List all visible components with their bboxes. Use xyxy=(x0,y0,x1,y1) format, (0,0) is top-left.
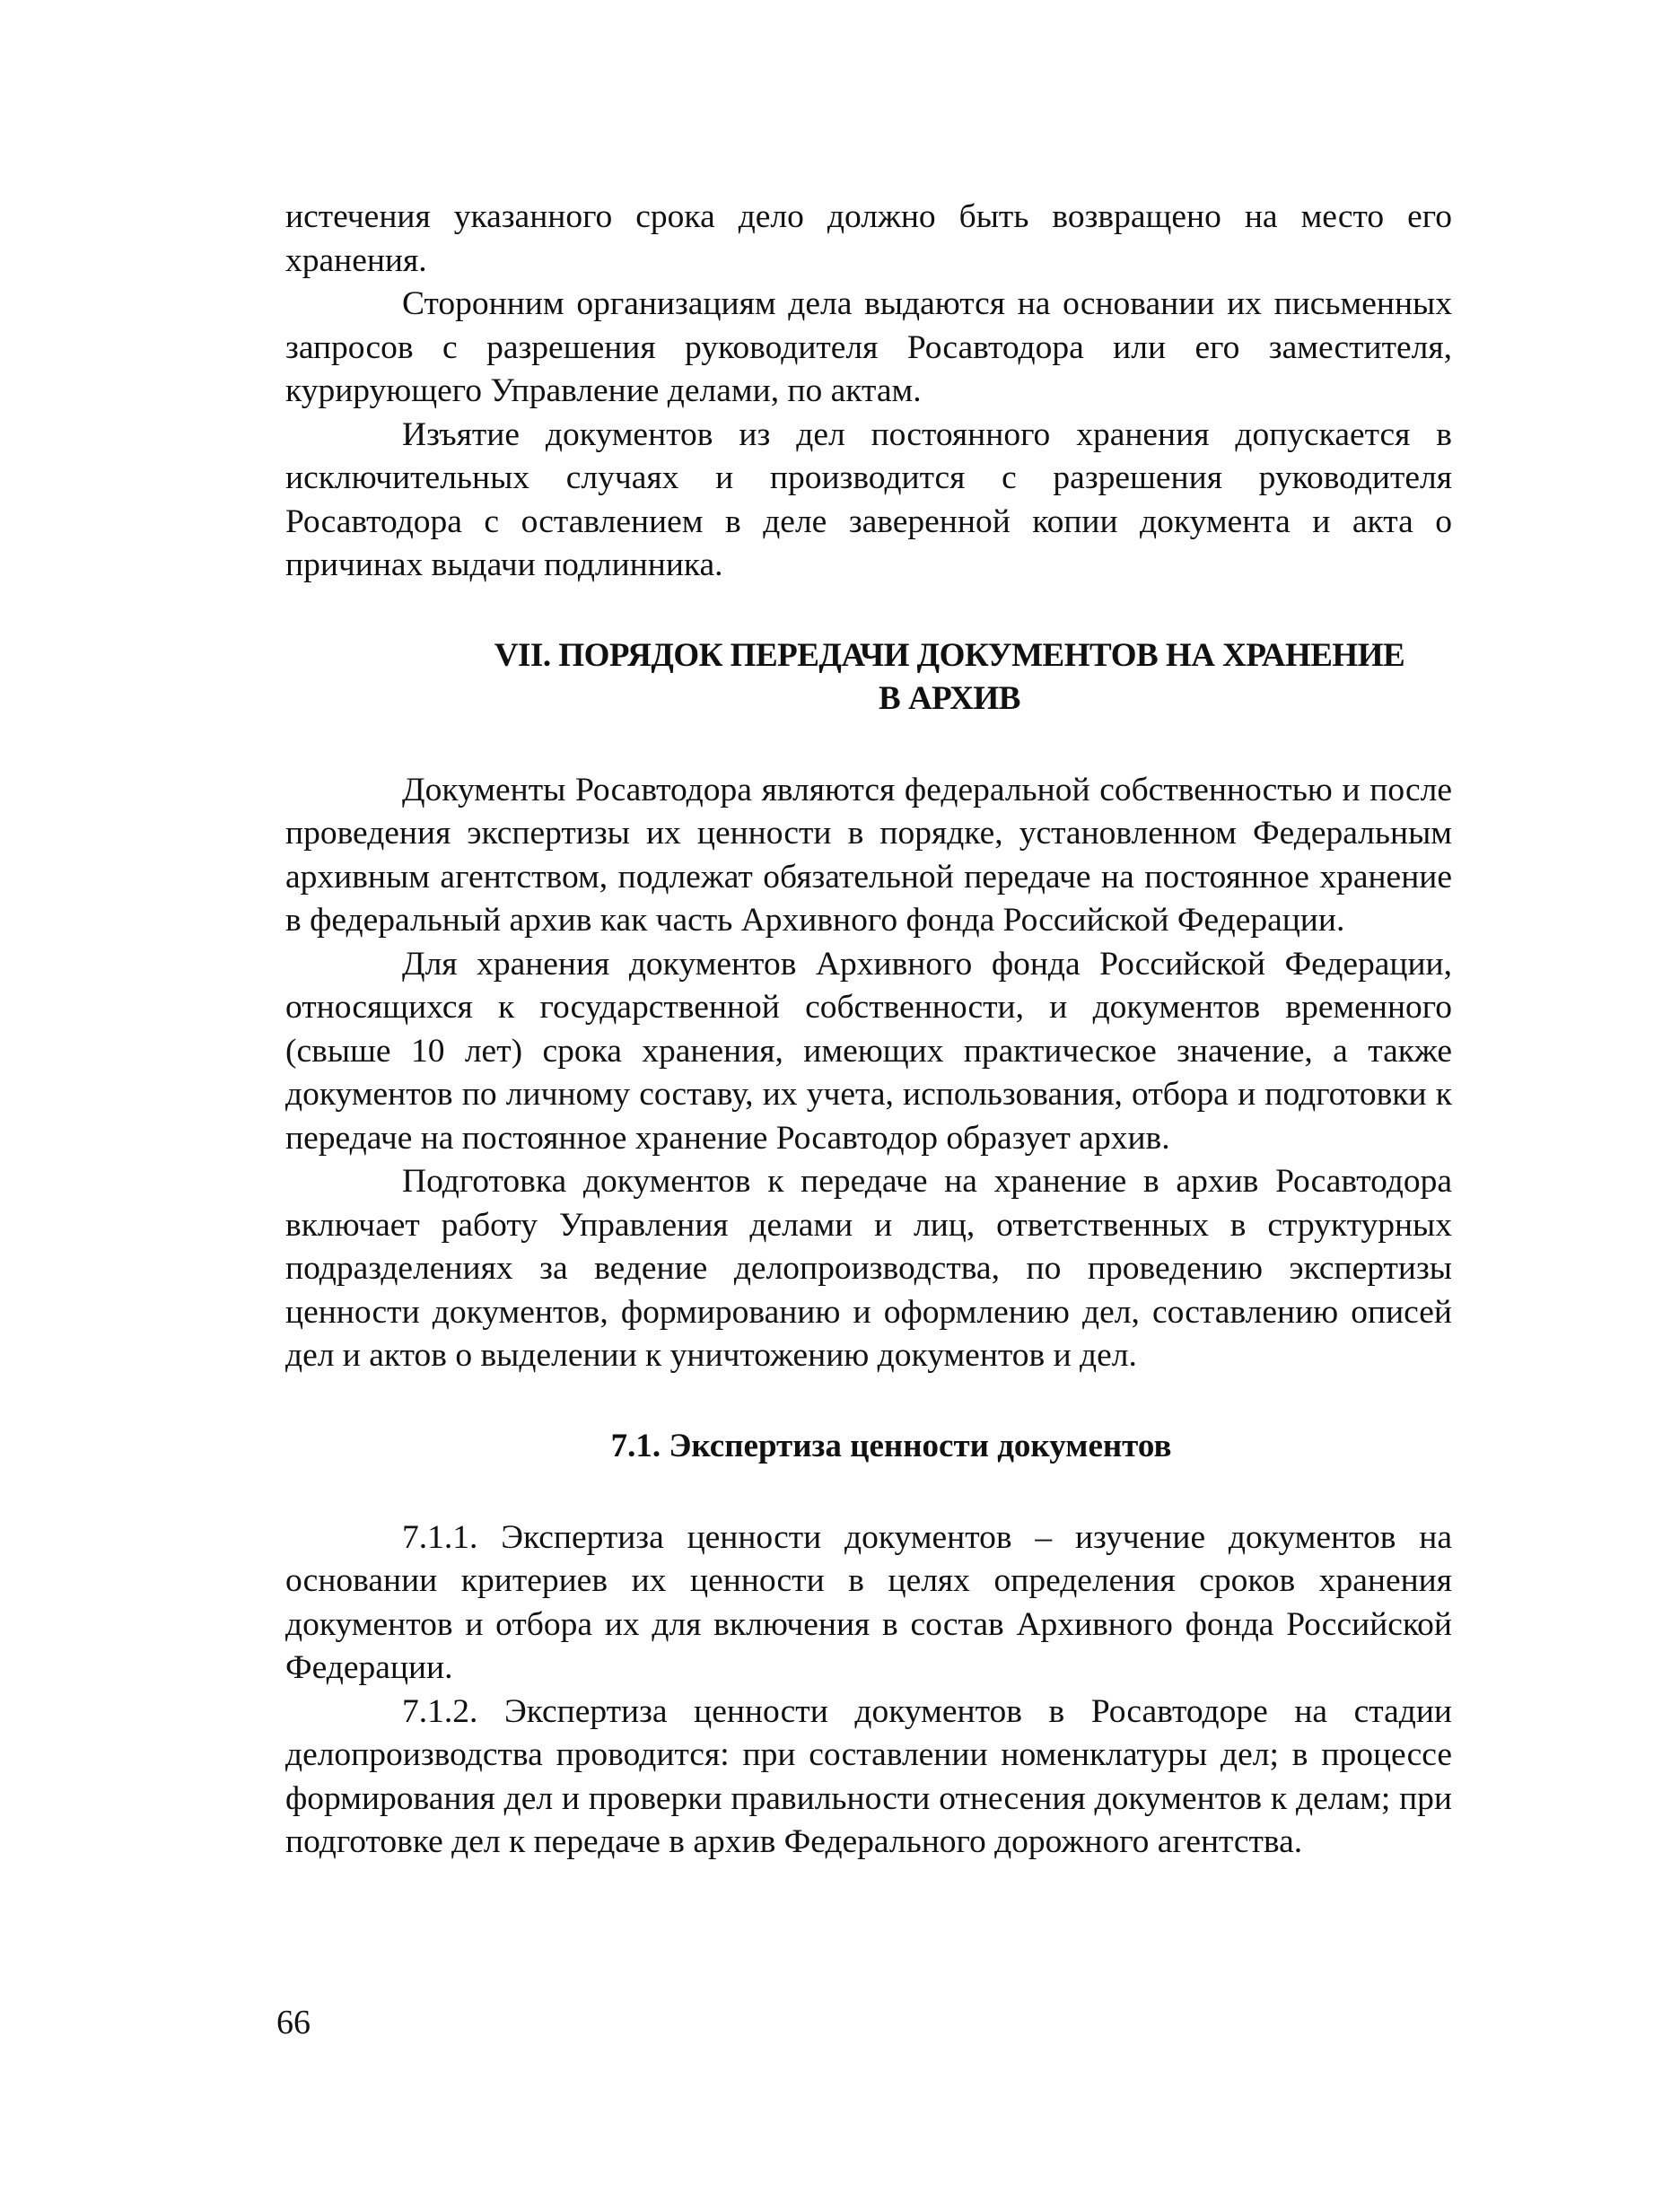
paragraph-archive-preparation: Подготовка документов к передаче на хранение в архив Росавтодора включает работу Управления делами и лиц, ответственных в структурных подразделениях за ведение делопроизводства, по проведению экспертизы ценности документов, формированию и оформлению дел, составлению описей дел и актов о выделении к уничтожению документов и дел. xyxy=(285,1163,1452,1374)
paragraph-document-withdrawal: Изъятие документов из дел постоянного хранения допускается в исключительных случаях и производится с разрешения руководителя Росавтодора с оставлением в деле заверенной копии документа и акта о причинах выдачи подлинника. xyxy=(285,415,1452,583)
page-text-block xyxy=(285,196,1452,1865)
paragraph-archive-formation: Для хранения документов Архивного фонда Российской Федерации, относящихся к государственной собственности, и документов временного (свыше 10 лет) срока хранения, имеющих практическое значение, а также документов по личному составу, их учета, использования, отбора и подготовки к передаче на постоянное хранение Росавтодор образует архив. xyxy=(285,945,1452,1157)
section-heading-line2: В АРХИВ xyxy=(879,679,1020,717)
page-number: 66 xyxy=(276,2004,311,2041)
paragraph-7-1-1: 7.1.1. Экспертиза ценности документов – изучение документов на основании критериев их ценности в целях определения сроков хранения документов и отбора их для включения в состав Архивного фонда Российской Федерации. xyxy=(285,1518,1452,1686)
paragraph-return-deadline: истечения указанного срока дело должно быть возвращено на место его хранения. xyxy=(285,198,1452,279)
paragraph-third-party-issue: Сторонним организациям дела выдаются на основании их письменных запросов с разрешения руководителя Росавтодора или его заместителя, курирующего Управление делами, по актам. xyxy=(285,285,1452,409)
subsection-heading-7-1: 7.1. Экспертиза ценности документов xyxy=(610,1427,1172,1464)
section-heading-vii xyxy=(285,634,1452,721)
paragraph-7-1-2: 7.1.2. Экспертиза ценности документов в Росавтодоре на стадии делопроизводства проводится: при составлении номенклатуры дел; в процессе формирования дел и проверки правильности отнесения документов к делам; при подготовке дел к передаче в архив Федерального дорожного агентства. xyxy=(285,1692,1452,1860)
paragraph-federal-property: Документы Росавтодора являются федеральной собственностью и после проведения экспертизы их ценности в порядке, установленном Федеральным архивным агентством, подлежат обязательной передаче на постоянное хранение в федеральный архив как часть Архивного фонда Российской Федерации. xyxy=(285,771,1452,939)
section-heading-line1: VII. ПОРЯДОК ПЕРЕДАЧИ ДОКУМЕНТОВ НА ХРАНЕНИЕ xyxy=(494,636,1405,674)
